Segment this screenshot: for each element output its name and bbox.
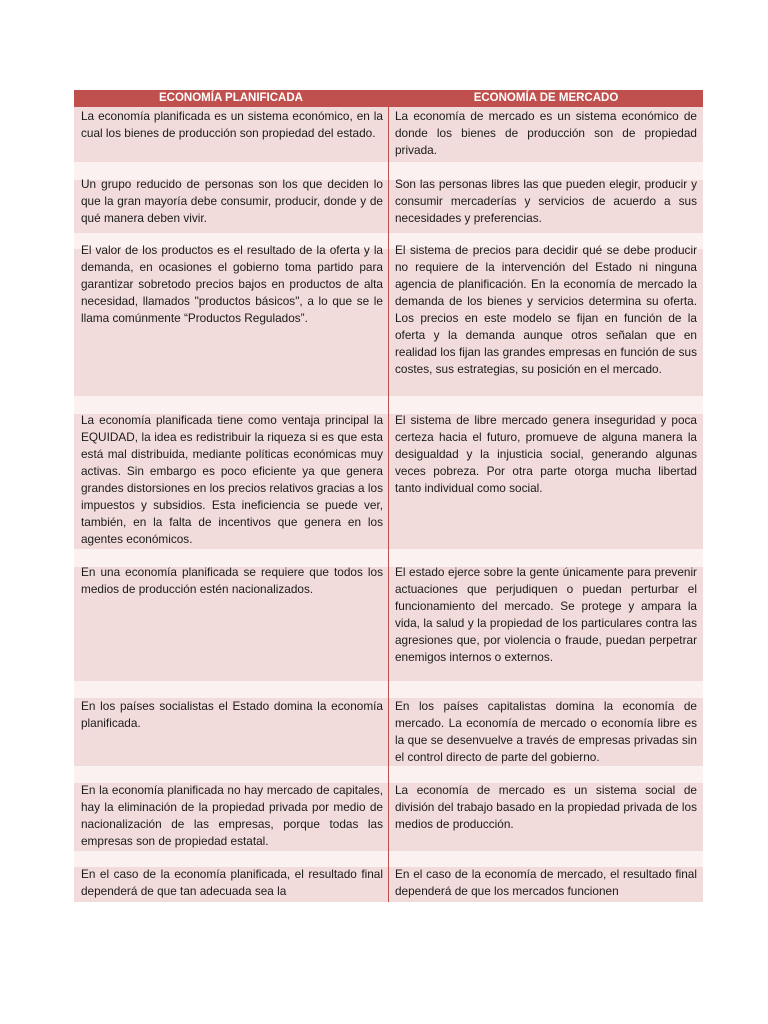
header-market-economy: ECONOMÍA DE MERCADO [473,92,619,104]
cell-planned-6: En los países socialistas el Estado domina la economía planificada. [81,699,383,730]
cell-market-5: El estado ejerce sobre la gente únicamente para prevenir actuaciones que perjudiquen o puedan perturbar el funcionamiento del mercado. Se protege y ampara la vida, la salud y la propiedad de los particulares contra las agresiones que, por violencia o fraude, puedan perpetrar enemigos internos o externos. [395,565,697,664]
cell-planned-5: En una economía planificada se requiere que todos los medios de producción estén nacionalizados. [81,565,383,596]
cell-planned-4: La economía planificada tiene como ventaja principal la EQUIDAD, la idea es redistribuir la riqueza si es que esta está mal distribuida, mediante políticas económicas muy activas. Sin embargo es poco eficiente ya que genera grandes distorsiones en los precios relativos gracias a los impuestos y subsidios. Esta ineficiencia se puede ver, también, en la falta de incentivos que genera en los agentes económicos. [81,413,383,546]
table-header-row [74,90,703,108]
cell-planned-8: En el caso de la economía planificada, el resultado final dependerá de que tan adecuada sea la [81,867,383,898]
cell-planned-2: Un grupo reducido de personas son los que deciden lo que la gran mayoría debe consumir, producir, donde y de qué manera deben vivir. [81,177,383,225]
cell-planned-1: La economía planificada es un sistema económico, en la cual los bienes de producción son propiedad del estado. [81,109,383,140]
cell-market-4: El sistema de libre mercado genera inseguridad y poca certeza hacia el futuro, promueve de alguna manera la desigualdad y la injusticia social, generando algunas veces pobreza. Por otra parte otorga mucha libertad tanto individual como social. [395,413,697,495]
cell-planned-3: El valor de los productos es el resultado de la oferta y la demanda, en ocasiones el gobierno toma partido para garantizar sobretodo precios bajos en productos de alta necesidad, llamados "productos básicos", a lo que se le llama comúnmente “Productos Regulados”. [81,243,383,325]
cell-planned-7: En la economía planificada no hay mercado de capitales, hay la eliminación de la propiedad privada por medio de nacionalización de las empresas, porque todas las empresas son de propiedad estatal. [81,783,383,848]
cell-market-6: En los países capitalistas domina la economía de mercado. La economía de mercado o economía libre es la que se desenvuelve a través de empresas privadas sin el control directo de parte del gobierno. [395,699,697,764]
column-divider [388,107,389,902]
cell-market-3: El sistema de precios para decidir qué se debe producir no requiere de la intervención del Estado ni ninguna agencia de planificación. En la economía de mercado la demanda de los bienes y servicios determina su oferta. Los precios en este modelo se fijan en función de la oferta y la demanda aunque otros señalan que en realidad los fijan las grandes empresas en función de sus costes, sus estrategias, su posición en el mercado. [395,243,697,376]
cell-market-1: La economía de mercado es un sistema económico de donde los bienes de producción son de propiedad privada. [395,109,697,157]
comparison-table [74,90,703,902]
cell-market-2: Son las personas libres las que pueden elegir, producir y consumir mercaderías y servicios de acuerdo a sus necesidades y preferencias. [395,177,697,225]
cell-market-7: La economía de mercado es un sistema social de división del trabajo basado en la propiedad privada de los medios de producción. [395,783,697,831]
cell-market-8: En el caso de la economía de mercado, el resultado final dependerá de que los mercados funcionen [395,867,697,898]
header-planned-economy: ECONOMÍA PLANIFICADA [159,92,303,104]
